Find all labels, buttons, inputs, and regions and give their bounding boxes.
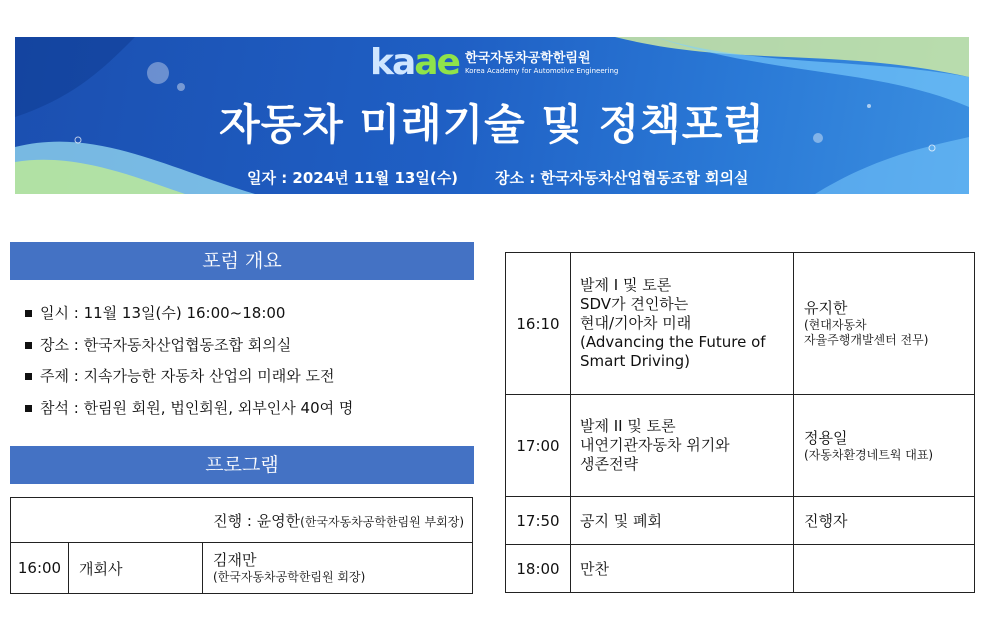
- overview-heading: 포럼 개요: [10, 242, 474, 280]
- overview-item-attendees: [25, 393, 465, 425]
- program-title-cell: 공지 및 폐회: [571, 497, 794, 545]
- logo-text: [465, 51, 618, 76]
- table-row: [506, 395, 975, 497]
- program-title-line: 발제 I 및 토론: [580, 276, 672, 294]
- program-time-cell: 16:10: [506, 253, 571, 395]
- program-time-cell: 18:00: [506, 545, 571, 593]
- speaker-name: 정용일: [804, 428, 848, 447]
- square-bullet-icon: [25, 405, 32, 412]
- program-host-label: 진행 : 윤영한: [213, 511, 301, 530]
- program-title-line: 내연기관자동차 위기와: [580, 436, 730, 454]
- table-row: [11, 543, 473, 594]
- square-bullet-icon: [25, 373, 32, 380]
- program-title-cell: 개회사: [69, 543, 203, 594]
- banner-title: 자동차 미래기술 및 정책포럼: [219, 100, 765, 149]
- program-title-line: 생존전략: [580, 455, 638, 473]
- program-speaker-cell: [794, 253, 975, 395]
- speaker-affiliation: (자동차환경네트웍 대표): [804, 447, 934, 462]
- speaker-affiliation: (현대자동차: [804, 318, 867, 332]
- program-title-line: 현대/기아차 미래: [580, 314, 692, 332]
- banner-date: 일자 : 2024년 11월 13일(수): [247, 169, 459, 187]
- overview-item-topic: [25, 361, 465, 393]
- speaker-name: 유지한: [804, 299, 848, 317]
- program-time-cell: 16:00: [11, 543, 69, 594]
- table-row: [506, 253, 975, 395]
- overview-list: [25, 298, 465, 424]
- square-bullet-icon: [25, 310, 32, 317]
- program-heading: 프로그램: [10, 446, 474, 484]
- logo-name-korean: 한국자동차공학한림원: [464, 50, 591, 66]
- forum-banner: [15, 37, 969, 194]
- table-row: [506, 545, 975, 593]
- logo-name-english: Korea Academy for Automotive Engineering: [464, 66, 619, 75]
- program-host-affiliation: (한국자동차공학한림원 부회장): [300, 514, 464, 529]
- program-title-line: 발제 II 및 토론: [580, 417, 676, 435]
- program-host-row: [11, 498, 473, 543]
- banner-venue: 장소 : 한국자동차산업협동조합 회의실: [495, 169, 749, 187]
- logo-mark: [370, 43, 459, 83]
- overview-item-text: 장소 : 한국자동차산업협동조합 회의실: [40, 335, 292, 354]
- logo-mark-ka: ka: [370, 42, 415, 83]
- program-time-cell: 17:00: [506, 395, 571, 497]
- logo-mark-ae: ae: [414, 42, 459, 83]
- speaker-name: 김재만: [213, 551, 257, 569]
- program-title-line: SDV가 견인하는: [580, 295, 689, 313]
- square-bullet-icon: [25, 342, 32, 349]
- table-row: [506, 497, 975, 545]
- program-title-cell: [571, 253, 794, 395]
- program-speaker-cell: [203, 543, 473, 594]
- program-speaker-cell: 진행자: [794, 497, 975, 545]
- speaker-affiliation: 자율주행개발센터 전무): [804, 333, 929, 347]
- program-table-left: [10, 497, 473, 594]
- program-host-cell: [11, 498, 473, 543]
- overview-item-text: 참석 : 한림원 회원, 법인회원, 외부인사 40여 명: [40, 398, 354, 417]
- program-title-cell: [571, 395, 794, 497]
- overview-item-datetime: [25, 298, 465, 330]
- program-speaker-cell: [794, 545, 975, 593]
- overview-item-text: 주제 : 지속가능한 자동차 산업의 미래와 도전: [40, 367, 335, 385]
- program-time-cell: 17:50: [506, 497, 571, 545]
- overview-item-venue: [25, 330, 465, 362]
- program-title-cell: 만찬: [571, 545, 794, 593]
- program-title-line: (Advancing the Future of: [580, 333, 766, 351]
- program-table-right: [505, 252, 975, 593]
- overview-item-text: 일시 : 11월 13일(수) 16:00~18:00: [40, 304, 286, 322]
- kaae-logo: [370, 43, 618, 83]
- program-speaker-cell: [794, 395, 975, 497]
- speaker-affiliation: (한국자동차공학한림원 회장): [213, 570, 366, 584]
- program-title-line: Smart Driving): [580, 352, 690, 370]
